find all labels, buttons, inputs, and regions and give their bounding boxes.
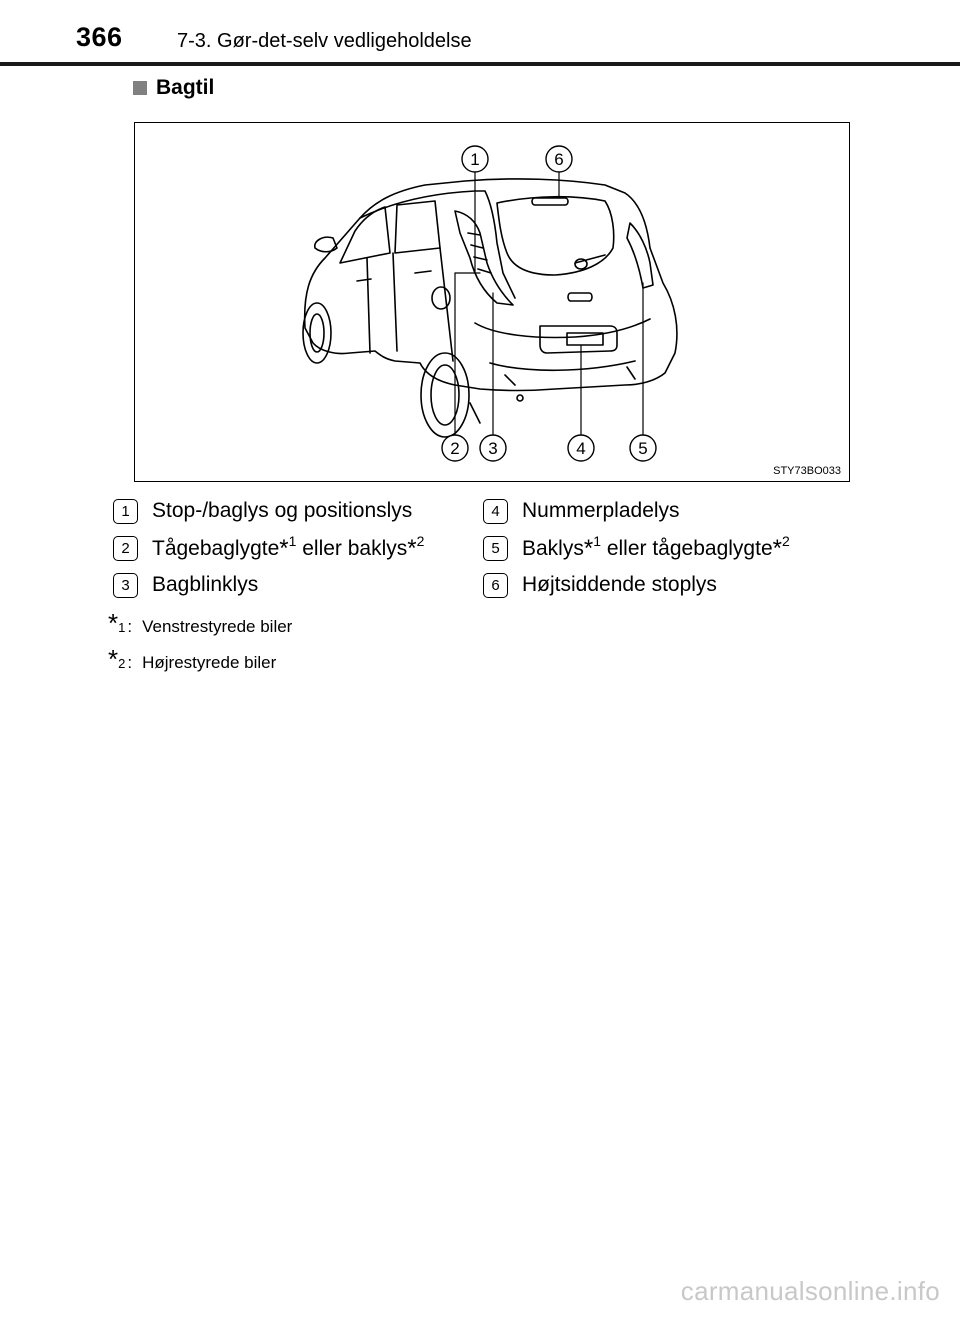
rear-lights-figure (134, 122, 850, 482)
square-bullet-icon (133, 81, 147, 95)
footnote-1: * 1 : Venstrestyrede biler (108, 608, 293, 638)
legend-item-3 (113, 570, 483, 600)
header-divider (0, 62, 960, 66)
legend-text: Baklys*$^1$ eller tågebaglygte*$^2$ (522, 533, 790, 562)
number-badge: 5 (483, 536, 508, 561)
watermark: carmanualsonline.info (680, 1276, 940, 1306)
number-badge: 6 (483, 573, 508, 598)
legend (113, 496, 853, 600)
callout-2: 2 (450, 439, 460, 458)
legend-item-2 (113, 533, 483, 563)
legend-text: Nummerpladelys (522, 499, 680, 522)
callout-5: 5 (638, 439, 648, 458)
legend-item-1 (113, 496, 483, 526)
section-title: Bagtil (156, 76, 215, 99)
section-heading (133, 76, 214, 100)
callout-4: 4 (576, 439, 586, 458)
legend-text: Højtsiddende stoplys (522, 573, 717, 596)
number-badge: 2 (113, 536, 138, 561)
callout-3: 3 (488, 439, 498, 458)
legend-item-4 (483, 496, 853, 526)
figure-code: STY73BO033 (773, 465, 841, 477)
number-badge: 4 (483, 499, 508, 524)
legend-item-5 (483, 533, 853, 563)
callout-1: 1 (470, 150, 480, 169)
legend-text: Tågebaglygte*$^1$ eller baklys*$^2$ (152, 533, 425, 562)
legend-text: Stop-/baglys og positionslys (152, 499, 413, 522)
number-badge: 3 (113, 573, 138, 598)
chapter-title: 7-3. Gør-det-selv vedligeholdelse (177, 30, 472, 52)
car-rear-illustration (135, 123, 851, 483)
legend-text: Bagblinklys (152, 573, 259, 596)
legend-item-6 (483, 570, 853, 600)
callout-6: 6 (554, 150, 564, 169)
footnote-2: * 2 : Højrestyrede biler (108, 644, 277, 674)
number-badge: 1 (113, 499, 138, 524)
page-number: 366 (76, 22, 123, 52)
